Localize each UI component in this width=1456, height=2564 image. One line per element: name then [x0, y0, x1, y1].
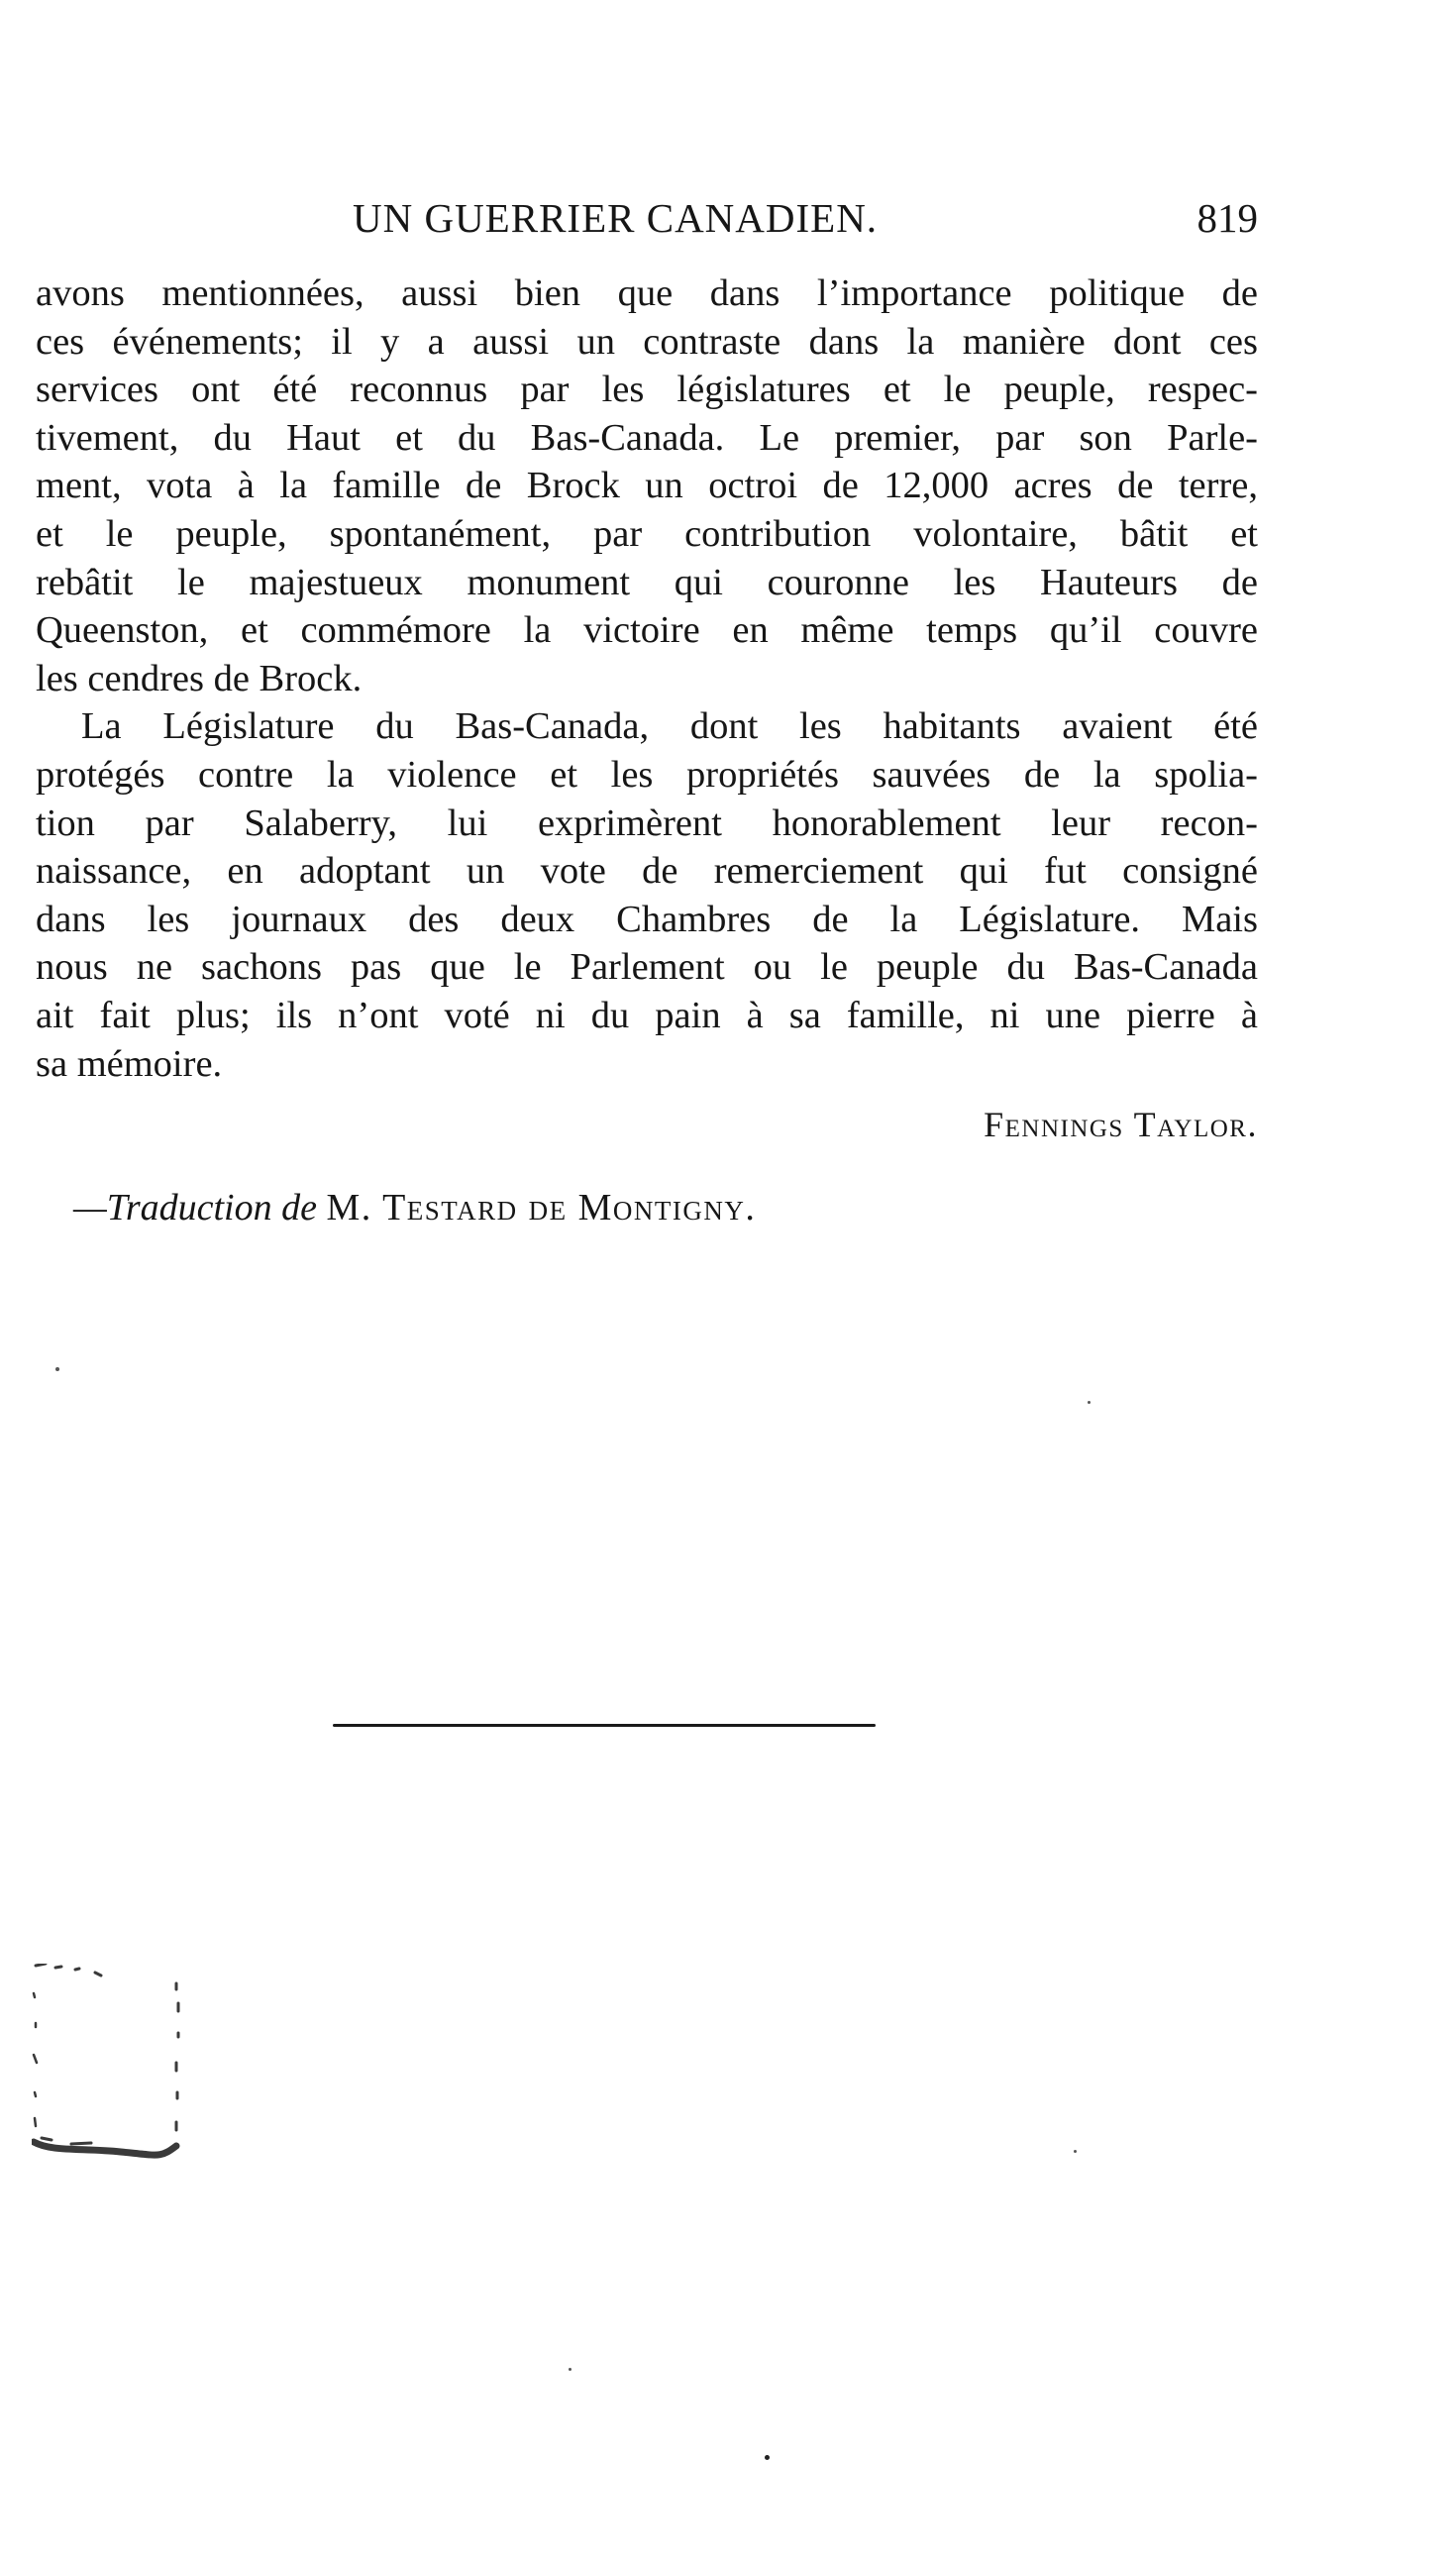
paper-speck — [1074, 2150, 1077, 2153]
text-line: ces événements; il y a aussi un contraste dans la manière dont ces — [36, 320, 1258, 363]
paper-speck — [569, 2368, 572, 2371]
text-line: tivement, du Haut et du Bas-Canada. Le premier, par son Parle- — [36, 416, 1258, 459]
text-line: tion par Salaberry, lui exprimèrent honorablement leur recon- — [36, 801, 1258, 844]
text-line: nous ne sachons pas que le Parlement ou le peuple du Bas-Canada — [36, 946, 1258, 989]
text-line: services ont été reconnus par les législatures et le peuple, respec- — [36, 369, 1258, 411]
translation-prefix: —Traduction de — [73, 1187, 317, 1229]
text-line: les cendres de Brock. — [36, 657, 363, 699]
paper-speck — [1088, 1401, 1091, 1404]
translation-credit — [73, 1186, 756, 1229]
translator-name: M. Testard de Montigny. — [326, 1187, 757, 1229]
library-stamp-mark — [32, 1964, 180, 2168]
running-title: UN GUERRIER CANADIEN. — [353, 195, 879, 241]
paper-speck — [55, 1367, 59, 1371]
text-line: naissance, en adoptant un vote de remerciement qui fut consigné — [36, 850, 1258, 893]
running-head — [36, 194, 1258, 250]
author-signature: Fennings Taylor. — [984, 1105, 1258, 1144]
paper-speck — [765, 2455, 770, 2460]
text-line: ait fait plus; ils n’ont voté ni du pain à sa famille, ni une pierre à — [36, 994, 1258, 1036]
text-line: Queenston, et commémore la victoire en même temps qu’il couvre — [36, 609, 1258, 652]
body-text — [36, 269, 1258, 1088]
section-divider — [333, 1724, 876, 1727]
text-line: La Législature du Bas-Canada, dont les habitants avaient été — [81, 705, 1258, 748]
text-line: avons mentionnées, aussi bien que dans l’importance politique de — [36, 272, 1258, 314]
text-line: sa mémoire. — [36, 1042, 223, 1085]
text-line: rebâtit le majestueux monument qui couronne les Hauteurs de — [36, 561, 1258, 603]
text-line: et le peuple, spontanément, par contribution volontaire, bâtit et — [36, 512, 1258, 555]
text-line: ment, vota à la famille de Brock un octroi de 12,000 acres de terre, — [36, 465, 1258, 507]
page-number: 819 — [1196, 195, 1258, 241]
text-line: dans les journaux des deux Chambres de la Législature. Mais — [36, 898, 1258, 940]
text-line: protégés contre la violence et les propriétés sauvées de la spolia- — [36, 753, 1258, 796]
